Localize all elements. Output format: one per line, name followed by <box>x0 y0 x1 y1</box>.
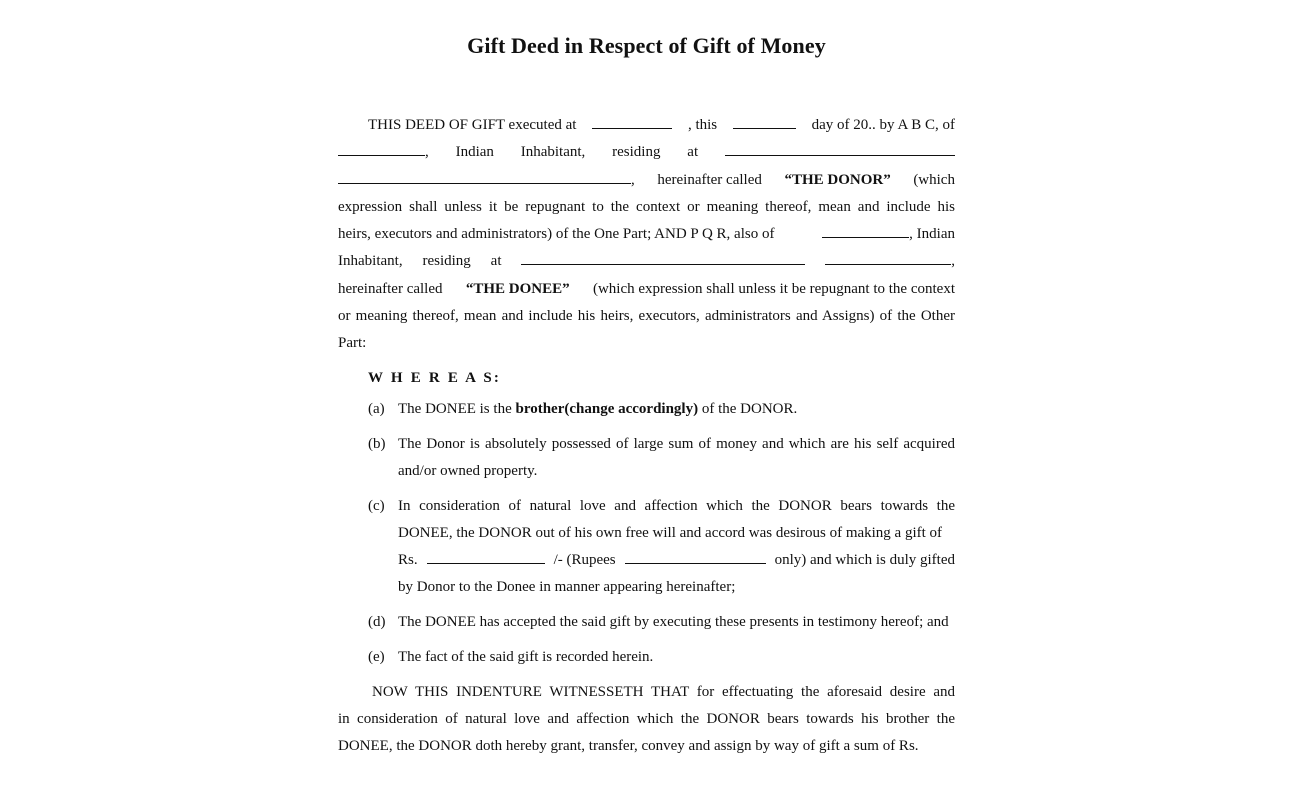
intro-text: at <box>687 144 699 161</box>
recital-item <box>368 644 955 671</box>
recital-label: (a) <box>368 400 385 417</box>
intro-line-9 <box>338 330 955 357</box>
intro-line-4 <box>338 194 955 221</box>
intro-line-5 <box>338 221 955 248</box>
intro-text: (which expression shall unless it be repugnant to the context <box>592 280 955 297</box>
witnesseth-line-1 <box>338 679 955 706</box>
rs-label: Rs. <box>398 551 418 568</box>
document-body <box>338 112 955 761</box>
relationship-emphasis: brother(change accordingly) <box>515 400 699 417</box>
intro-text: , <box>951 253 955 270</box>
donee-address-blank-2 <box>825 251 951 265</box>
intro-text: Inhabitant, <box>520 144 586 161</box>
donee-place-blank <box>822 224 909 238</box>
witnesseth-text: in consideration of natural love and affection which the DONOR bears towards his brother the <box>338 710 955 727</box>
intro-text: at <box>490 253 502 270</box>
recital-text-part: only) and which is duly gifted <box>774 551 955 568</box>
intro-line-7 <box>338 276 955 303</box>
recital-text: The fact of the said gift is recorded herein. <box>398 648 654 665</box>
intro-line-8 <box>338 303 955 330</box>
intro-text: Inhabitant, <box>338 253 403 270</box>
donor-address-blank <box>725 142 955 156</box>
recital-text-part: of the DONOR. <box>701 400 798 417</box>
recital-text-part: by Donor to the Donee in manner appearing hereinafter; <box>398 578 736 595</box>
donee-address-blank <box>521 251 805 265</box>
intro-line-2 <box>338 139 955 166</box>
intro-text: Indian <box>455 144 494 161</box>
recital-text: The DONEE has accepted the said gift by executing these presents in testimony hereof; and <box>398 613 949 630</box>
intro-line-3 <box>338 167 955 194</box>
witnesseth-text: DONEE, the DONOR doth hereby grant, transfer, convey and assign by way of gift a sum of Rs. <box>338 738 919 755</box>
intro-text: heirs, executors and administrators) of the One Part; AND P Q R, also of <box>338 226 775 243</box>
donee-place-group <box>822 221 955 248</box>
recital-text: The Donor is absolutely possessed of large sum of money and which are his self acquired and/or owned property. <box>398 435 955 479</box>
rupees-label: /- (Rupees <box>553 551 616 568</box>
recital-text-part: The DONEE is the <box>398 400 512 417</box>
recital-label: (d) <box>368 613 386 630</box>
intro-text: expression shall unless it be repugnant to the context or meaning thereof, mean and include his <box>338 198 955 215</box>
recital-label: (c) <box>368 497 385 514</box>
witnesseth-paragraph <box>338 679 955 761</box>
donee-address-group <box>825 248 955 275</box>
amount-blank <box>427 550 545 564</box>
amount-words-blank <box>625 550 766 564</box>
intro-text: residing <box>612 144 661 161</box>
intro-text: hereinafter called <box>338 280 443 297</box>
whereas-heading: W H E R E A S: <box>368 369 502 386</box>
witnesseth-line-2 <box>338 706 955 733</box>
recital-label: (e) <box>368 648 385 665</box>
intro-line-6 <box>338 248 955 275</box>
recital-text <box>398 493 955 601</box>
donor-address-blank-2 <box>338 170 631 184</box>
intro-text: (which <box>913 171 955 188</box>
donor-place-blank <box>338 142 425 156</box>
recital-item <box>368 609 955 636</box>
donor-term: “THE DONOR” <box>784 171 891 188</box>
place-blank <box>592 115 672 129</box>
donee-term: “THE DONEE” <box>465 280 570 297</box>
intro-text: day of 20.. by A B C, of <box>811 117 955 133</box>
intro-text: , this <box>687 117 718 133</box>
document-title: Gift Deed in Respect of Gift of Money <box>467 33 826 58</box>
witnesseth-line-3 <box>338 733 955 760</box>
donor-place-blank-group <box>338 139 429 166</box>
intro-paragraph <box>338 112 955 358</box>
intro-text: hereinafter called <box>657 171 762 188</box>
recital-text <box>398 396 955 423</box>
recital-item <box>368 493 955 601</box>
recital-item <box>368 431 955 485</box>
intro-text: , <box>425 144 429 161</box>
witnesseth-text: NOW THIS INDENTURE WITNESSETH THAT for effectuating the aforesaid desire and <box>372 683 955 700</box>
recital-item <box>368 396 955 423</box>
donor-address-blank-group <box>338 167 635 194</box>
day-blank <box>733 115 796 129</box>
intro-text: residing <box>422 253 471 270</box>
intro-line-1 <box>338 112 955 139</box>
recital-label: (b) <box>368 435 386 452</box>
amount-line <box>398 547 955 574</box>
intro-text: , <box>631 171 635 188</box>
intro-text: Part: <box>338 335 367 352</box>
intro-text: , Indian <box>909 226 955 243</box>
recital-text-part: In consideration of natural love and affection which the DONOR bears towards the DONEE, the DONOR out of his own free will and accord was desirous of making a gift of <box>398 497 955 541</box>
intro-text: or meaning thereof, mean and include his heirs, executors, administrators and Assigns) of the Other <box>338 308 955 325</box>
intro-text: THIS DEED OF GIFT executed at <box>368 117 577 133</box>
